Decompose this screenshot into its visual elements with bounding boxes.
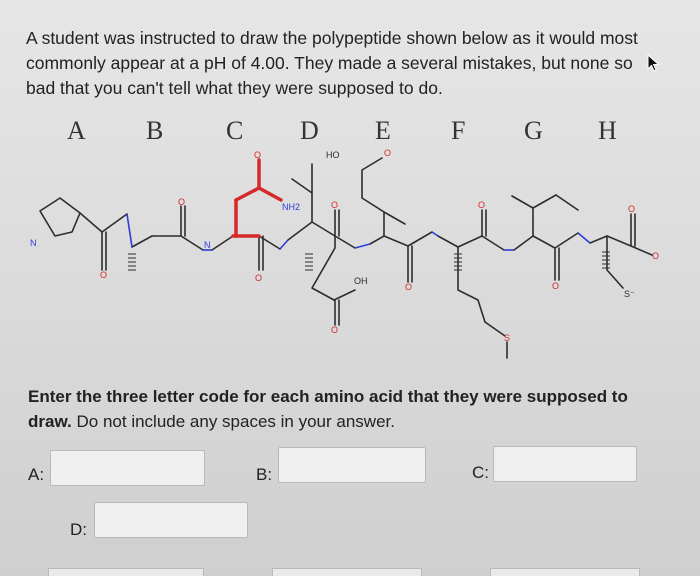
residue-letter-f: F bbox=[451, 116, 466, 145]
residue-letter-h: H bbox=[598, 116, 617, 145]
next-answer-input-partial[interactable] bbox=[490, 568, 640, 576]
svg-text:O: O bbox=[331, 200, 339, 210]
svg-text:O: O bbox=[100, 270, 108, 280]
nh2-label: NH2 bbox=[282, 202, 301, 212]
thiolate-label: S⁻ bbox=[624, 289, 635, 299]
answer-c-input[interactable] bbox=[493, 446, 637, 482]
answer-d-label: D: bbox=[70, 520, 87, 539]
svg-text:O: O bbox=[405, 282, 413, 292]
polypeptide-structure bbox=[0, 130, 700, 370]
residue-letter-d: D bbox=[300, 116, 319, 145]
mouse-cursor-icon bbox=[647, 54, 661, 72]
ho-label: HO bbox=[326, 150, 340, 160]
svg-text:O: O bbox=[384, 148, 392, 158]
residue-letter-a: A bbox=[67, 116, 86, 145]
instruction-normal: Do not include any spaces in your answer. bbox=[76, 412, 395, 431]
amide-nitrogen-b-label: N bbox=[204, 240, 211, 250]
answer-c-label: C: bbox=[472, 463, 489, 482]
svg-text:O: O bbox=[552, 281, 560, 291]
residue-letter-e: E bbox=[375, 116, 391, 145]
answer-b-input[interactable] bbox=[278, 447, 426, 483]
svg-text:O: O bbox=[254, 150, 262, 160]
svg-text:O: O bbox=[255, 273, 263, 283]
answer-a-label: A: bbox=[28, 465, 45, 484]
answer-b-label: B: bbox=[256, 465, 273, 484]
svg-text:O: O bbox=[478, 200, 486, 210]
instruction-bold: Enter the three letter code for each amino acid that they were supposed to draw. bbox=[28, 387, 628, 431]
answer-d-input[interactable] bbox=[94, 502, 248, 538]
sulfur-label: S bbox=[504, 333, 511, 343]
residue-letter-g: G bbox=[524, 116, 543, 145]
residue-letter-c: C bbox=[226, 116, 244, 145]
residue-letter-b: B bbox=[146, 116, 164, 145]
next-answer-input-partial[interactable] bbox=[48, 568, 204, 576]
ring-nitrogen-label: N bbox=[30, 238, 37, 248]
question-text: A student was instructed to draw the polypeptide shown below as it would most commonly appear at a pH of 4.00. They made a several mistakes, but none so bad that you can't tell what they were supposed to do. bbox=[26, 28, 638, 98]
svg-text:O: O bbox=[628, 204, 636, 214]
proline-ring bbox=[40, 198, 80, 236]
svg-text:O: O bbox=[331, 325, 339, 335]
next-answer-input-partial[interactable] bbox=[272, 568, 422, 576]
instruction-prompt bbox=[28, 384, 668, 434]
svg-text:O: O bbox=[652, 251, 660, 261]
svg-text:O: O bbox=[178, 197, 186, 207]
answer-a-input[interactable] bbox=[50, 450, 205, 486]
oh-label: OH bbox=[354, 276, 368, 286]
